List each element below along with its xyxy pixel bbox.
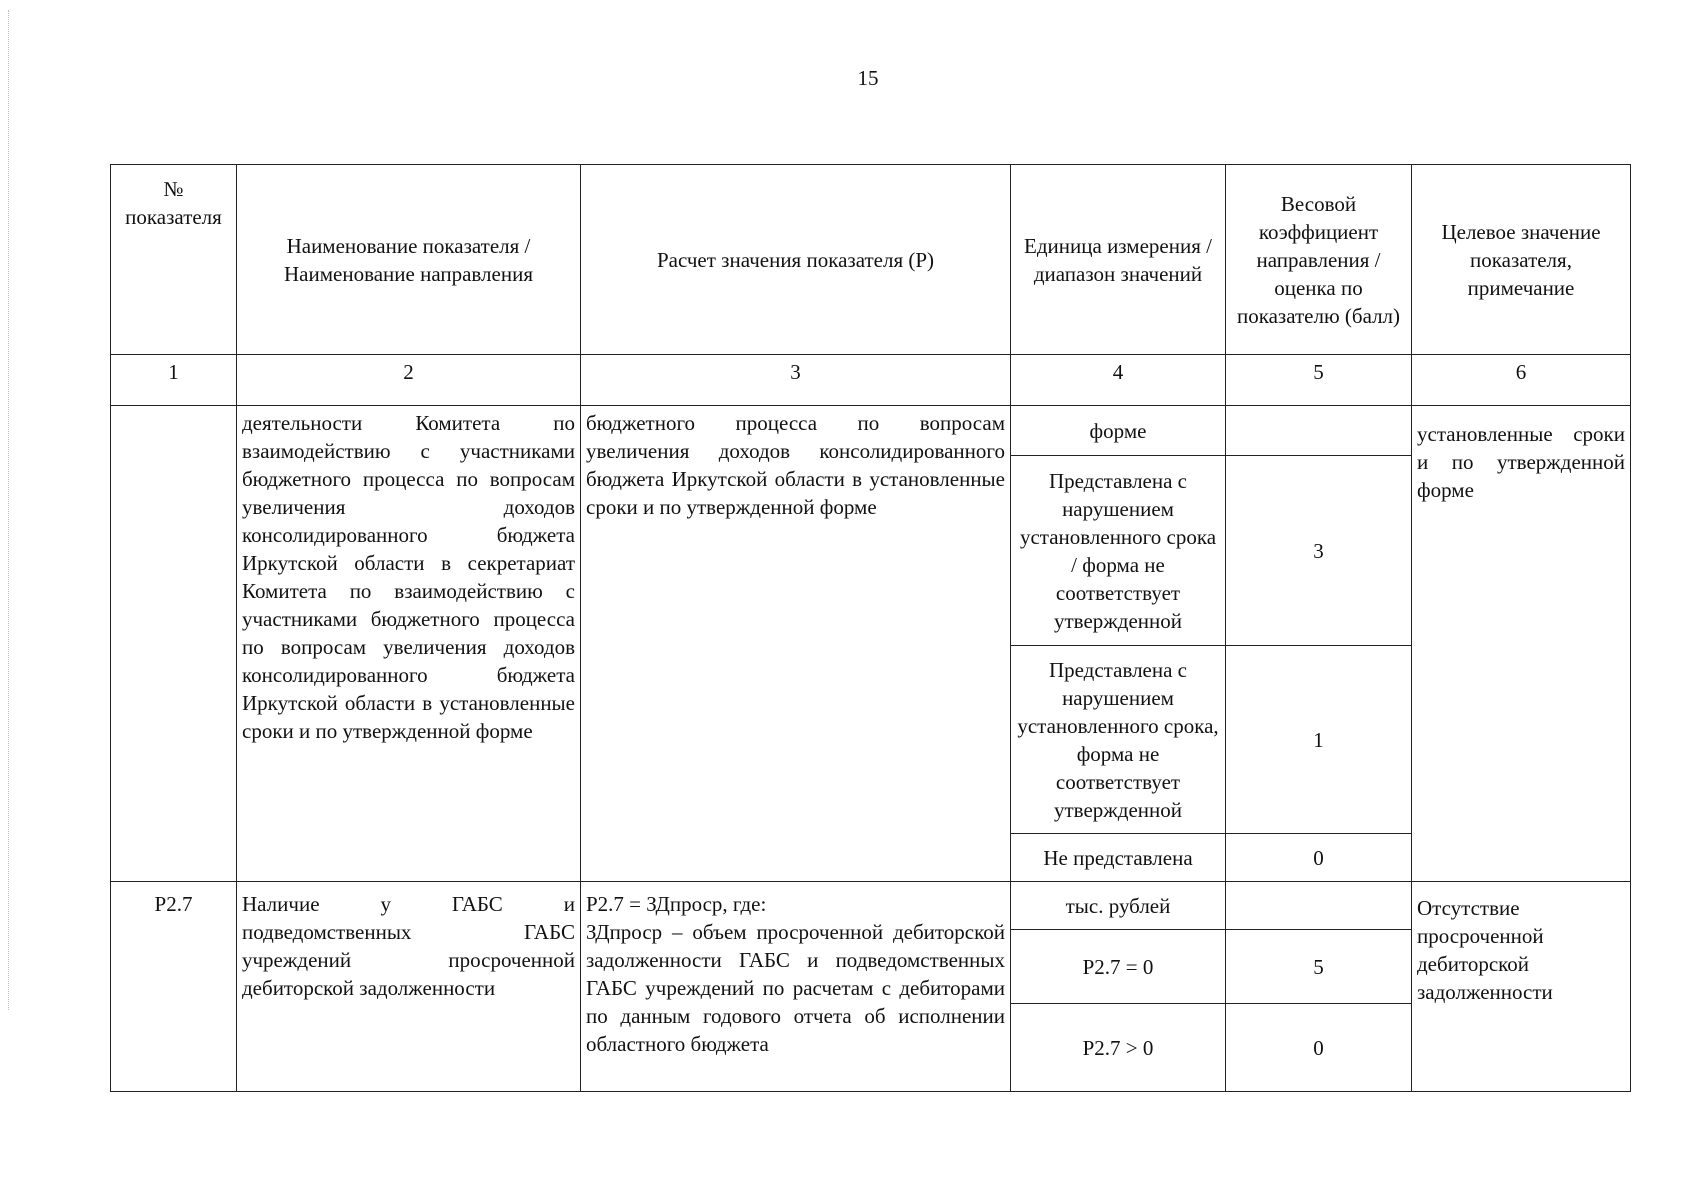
score-cell: 3: [1226, 456, 1412, 646]
page-number: 15: [857, 66, 879, 90]
target-cell: установленные сроки и по утвержденной форме: [1412, 406, 1631, 882]
range-cell: тыс. рублей: [1011, 882, 1226, 930]
column-numbers-row: [111, 355, 1631, 406]
calculation-text: ЗДпроср – объем просроченной дебиторской задолженности ГАБС и подведомственных ГАБС учреждений по расчетам с дебиторами по данным годового отчета об исполнении областного бюджета: [586, 920, 1005, 1056]
indicator-name-cell: деятельности Комитета по взаимодействию с участниками бюджетного процесса по вопросам увеличения доходов консолидированного бюджета Иркутской области в секретариат Комитета по взаимодействию с участниками бюджетного процесса по вопросам увеличения доходов консолидированного бюджета Иркутской области в установленные сроки и по утвержденной форме: [237, 406, 581, 882]
table-row: [111, 882, 1631, 930]
indicator-name-cell: Наличие у ГАБС и подведомственных ГАБС учреждений просроченной дебиторской задолженности: [237, 882, 581, 1092]
calculation-cell: бюджетного процесса по вопросам увеличения доходов консолидированного бюджета Иркутской области в установленные сроки и по утвержденной форме: [581, 406, 1011, 882]
score-cell: [1226, 406, 1412, 456]
score-cell: 1: [1226, 646, 1412, 834]
scan-edge-marks: [8, 10, 11, 1010]
score-cell: 0: [1226, 1004, 1412, 1092]
calculation-formula: P2.7 = ЗДпроср, где:: [586, 892, 767, 916]
header-unit: Единица измерения / диапазон значений: [1011, 165, 1226, 355]
range-cell: форме: [1011, 406, 1226, 456]
indicator-table: [110, 164, 1631, 1092]
column-number: 4: [1011, 355, 1226, 406]
range-cell: Представлена с нарушением установленного срока, форма не соответствует утвержденной: [1011, 646, 1226, 834]
range-cell: P2.7 > 0: [1011, 1004, 1226, 1092]
column-number: 6: [1412, 355, 1631, 406]
header-row: [111, 165, 1631, 355]
column-number: 1: [111, 355, 237, 406]
score-cell: 5: [1226, 930, 1412, 1004]
indicator-number-cell: [111, 406, 237, 882]
score-cell: [1226, 882, 1412, 930]
column-number: 5: [1226, 355, 1412, 406]
range-cell: Не представлена: [1011, 834, 1226, 882]
header-target: Целевое значение показателя, примечание: [1412, 165, 1631, 355]
table-row: [111, 406, 1631, 456]
indicator-number-cell: P2.7: [111, 882, 237, 1092]
column-number: 2: [237, 355, 581, 406]
header-weight: Весовой коэффициент направления / оценка по показателю (балл): [1226, 165, 1412, 355]
calculation-cell: [581, 882, 1011, 1092]
column-number: 3: [581, 355, 1011, 406]
header-name: Наименование показателя / Наименование направления: [237, 165, 581, 355]
header-number: № показателя: [111, 165, 237, 355]
range-cell: Представлена с нарушением установленного срока / форма не соответствует утвержденной: [1011, 456, 1226, 646]
score-cell: 0: [1226, 834, 1412, 882]
header-calculation: Расчет значения показателя (Р): [581, 165, 1011, 355]
target-cell: Отсутствие просроченной дебиторской задолженности: [1412, 882, 1631, 1092]
range-cell: P2.7 = 0: [1011, 930, 1226, 1004]
